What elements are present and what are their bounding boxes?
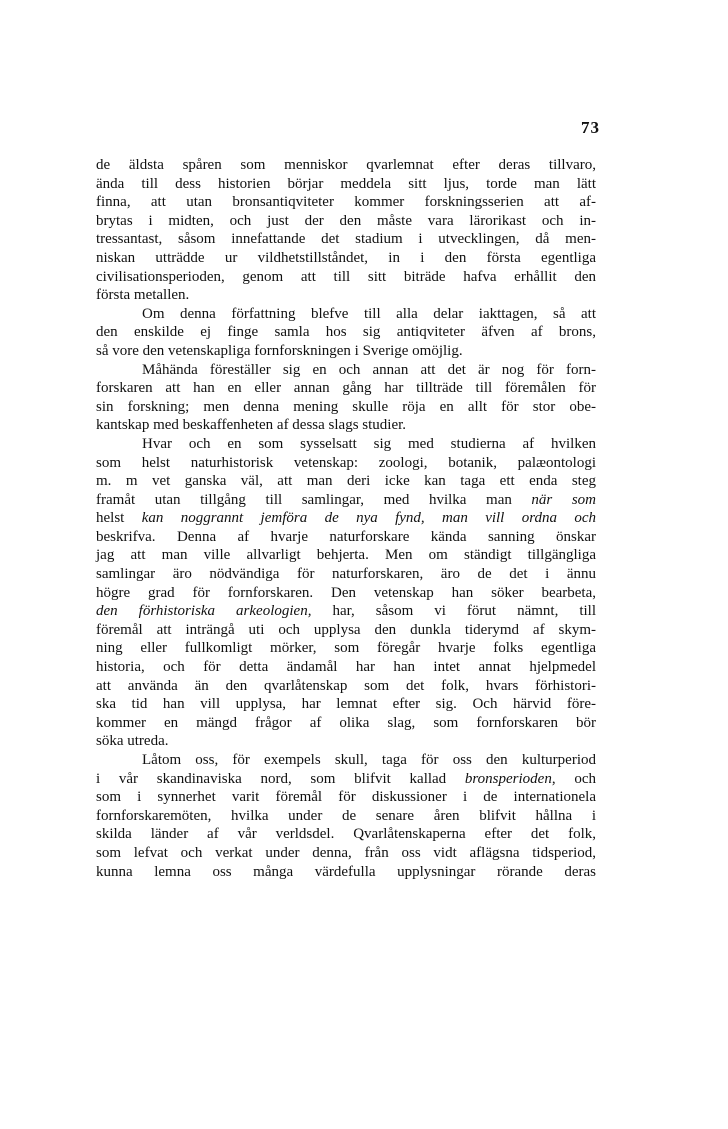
text-line <box>96 491 596 510</box>
italic-phrase: bronsperioden <box>464 770 552 787</box>
text-segment: kunna lemna oss många värdefulla upplysningar rörande deras <box>96 863 596 880</box>
text-segment: första metallen. <box>96 287 190 304</box>
text-segment: kantskap med beskaffenheten af dessa slags studier. <box>96 417 407 434</box>
text-segment: framåt utan tillgång till samlingar, med hvilka man <box>96 491 532 508</box>
text-segment: , och <box>551 770 596 787</box>
text-segment: föremål att inträngå uti och upplysa den dunkla tiderymd af skym- <box>96 621 596 638</box>
text-line <box>96 639 596 658</box>
text-segment: ska tid han vill upplysa, har lemnat efter sig. Och härvid före- <box>96 696 596 713</box>
text-line <box>96 546 596 565</box>
text-line <box>96 658 596 677</box>
text-line <box>96 305 596 324</box>
text-line <box>96 788 596 807</box>
text-segment: ända till dess historien börjar meddela sitt ljus, torde man lätt <box>96 175 596 192</box>
text-segment: Låtom oss, för exempels skull, taga för oss den kulturperiod <box>142 752 596 768</box>
text-line <box>96 732 596 751</box>
text-line <box>96 416 596 435</box>
text-line <box>96 528 596 547</box>
text-line <box>96 714 596 733</box>
text-segment: tressantast, såsom innefattande det stadium i utvecklingen, då men- <box>96 231 596 248</box>
text-line <box>96 751 596 770</box>
text-segment: högre grad för fornforskaren. Den vetenskap han söker bearbeta, <box>96 584 596 601</box>
text-segment: fornforskaremöten, hvilka under de senare åren blifvit hållna i <box>96 807 596 824</box>
text-line <box>96 602 596 621</box>
text-line <box>96 621 596 640</box>
text-line <box>96 863 596 882</box>
text-segment: beskrifva. Denna af hvarje naturforskare kända sanning önskar <box>96 528 596 545</box>
text-line <box>96 230 596 249</box>
text-segment: Måhända föreställer sig en och annan att det är nog för forn- <box>142 361 596 378</box>
text-line <box>96 379 596 398</box>
text-line <box>96 286 596 305</box>
italic-phrase: kan noggrannt jemföra de nya fynd, man vill ordna och <box>124 510 596 527</box>
text-line <box>96 342 596 361</box>
text-line <box>96 212 596 231</box>
text-line <box>96 472 596 491</box>
body-text <box>96 156 596 881</box>
text-segment: så vore den vetenskapliga fornforskningen i Sverige omöjlig. <box>96 342 463 359</box>
text-line <box>96 249 596 268</box>
text-segment: kommer en mängd frågor af olika slag, som fornforskaren bör <box>96 714 596 731</box>
text-segment: som lefvat och verkat under denna, från oss vidt aflägsna tidsperiod, <box>96 844 596 861</box>
text-line <box>96 268 596 287</box>
text-line <box>96 565 596 584</box>
text-line <box>96 398 596 417</box>
text-line <box>96 807 596 826</box>
text-segment: sin forskning; men denna mening skulle röja en allt för stor obe- <box>96 398 596 415</box>
text-segment: de äldsta spåren som menniskor qvarlemnat efter deras tillvaro, <box>96 157 596 173</box>
text-segment: har, såsom vi förut nämnt, till <box>311 603 596 620</box>
text-segment: niskan utträdde ur vildhetstillståndet, in i den första egentliga <box>96 249 596 266</box>
text-segment: historia, och för detta ändamål har han intet annat hjelpmedel <box>96 659 596 676</box>
text-segment: helst <box>96 510 125 527</box>
text-line <box>96 323 596 342</box>
text-line <box>96 361 596 380</box>
text-segment: att använda än den qvarlåtenskap som det folk, hvars förhistori- <box>96 677 596 694</box>
text-segment: som i synnerhet varit föremål för diskussioner i de internationela <box>96 789 596 806</box>
text-segment: jag att man ville allvarligt behjerta. Men om ständigt tillgängliga <box>96 547 596 564</box>
text-segment: söka utreda. <box>96 733 169 750</box>
text-segment: skilda länder af vår verldsdel. Qvarlåtenskaperna efter det folk, <box>96 826 596 843</box>
text-segment: civilisationsperioden, genom att till sitt biträde hafva erhållit den <box>96 268 596 285</box>
text-line <box>96 454 596 473</box>
text-line <box>96 584 596 603</box>
text-line <box>96 844 596 863</box>
text-segment: forskaren att han en eller annan gång har tillträde till föremålen för <box>96 380 596 397</box>
text-line <box>96 825 596 844</box>
text-line <box>96 156 596 175</box>
text-line <box>96 435 596 454</box>
page-number: 73 <box>581 118 600 137</box>
text-segment: ning eller fullkomligt mörker, som föregår hvarje folks egentliga <box>96 640 596 657</box>
italic-phrase: när som <box>531 491 596 508</box>
text-segment: den enskilde ej finge samla hos sig antiqviteter äfven af brons, <box>96 324 596 341</box>
text-line <box>96 509 596 528</box>
text-line <box>96 175 596 194</box>
text-line <box>96 193 596 212</box>
text-segment: finna, att utan bronsantiqviteter kommer forskningsserien att af- <box>96 194 596 211</box>
text-segment: som helst naturhistorisk vetenskap: zoologi, botanik, palæontologi <box>96 454 596 471</box>
text-segment: samlingar äro nödvändiga för naturforskaren, äro de det i ännu <box>96 566 596 583</box>
text-line <box>96 770 596 789</box>
italic-phrase: den förhistoriska arkeologien, <box>96 603 312 620</box>
text-segment: m. m vet ganska väl, att man deri icke kan taga ett enda steg <box>96 473 596 490</box>
text-segment: Hvar och en som sysselsatt sig med studierna af hvilken <box>142 435 596 452</box>
text-line <box>96 677 596 696</box>
text-segment: brytas i midten, och just der den måste vara lärorikast och in- <box>96 212 596 229</box>
text-line <box>96 695 596 714</box>
text-segment: Om denna författning blefve till alla delar iakttagen, så att <box>142 305 596 322</box>
text-segment: i vår skandinaviska nord, som blifvit kallad <box>96 770 465 787</box>
